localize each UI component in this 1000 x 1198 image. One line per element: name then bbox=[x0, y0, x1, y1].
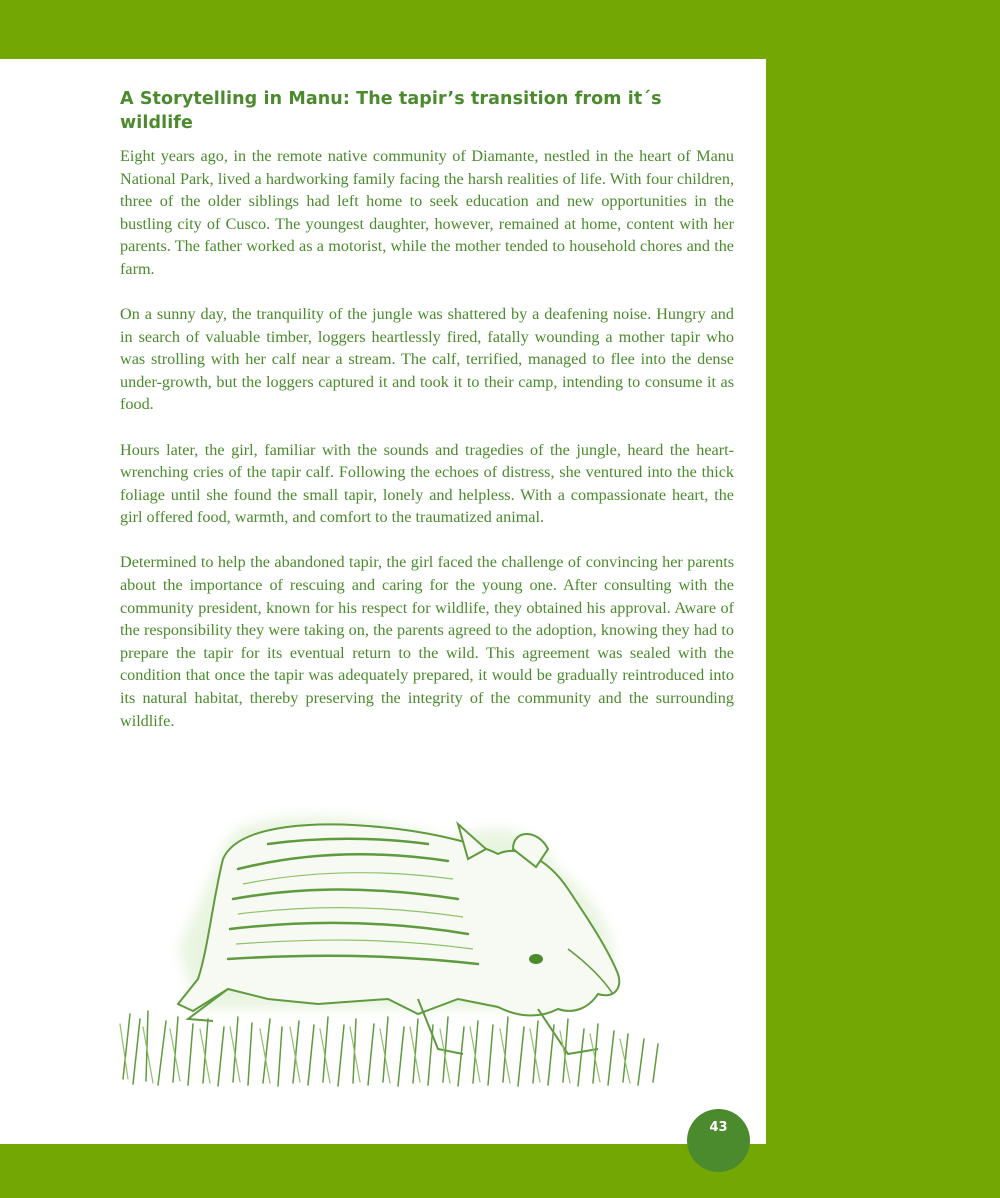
paragraph-2: On a sunny day, the tranquility of the jungle was shattered by a deafening noise. Hungry and in search of valuable timber, loggers heartlessly fired, fatally wounding a mother tapir who was strolling with her calf near a stream. The calf, terrified, managed to flee into the dense under-growth, but the loggers captured it and took it to their camp, intending to consume it as food. bbox=[120, 305, 734, 414]
page-number: 43 bbox=[709, 1120, 728, 1135]
paragraph-1: Eight years ago, in the remote native community of Diamante, nestled in the heart of Manu National Park, lived a hardworking family facing the harsh realities of life. With four children, three of the older siblings had left home to seek education and new opportunities in the bustling city of Cusco. The youngest daughter, however, remained at home, content with her parents. The father worked as a motorist, while the mother tended to household chores and the farm. bbox=[120, 147, 734, 278]
paragraph-4: Determined to help the abandoned tapir, the girl faced the challenge of convincing her parents about the importance of rescuing and caring for the young one. After consulting with the community president, known for his respect for wildlife, they obtained his approval. Aware of the responsibility they were taking on, the parents agreed to the adoption, knowing they had to prepare the tapir for its eventual return to the wild. This agreement was sealed with the condition that once the tapir was adequately prepared, it would be gradually reintroduced into its natural habitat, thereby preserving the integrity of the community and the surrounding wildlife. bbox=[120, 553, 734, 730]
book-page bbox=[0, 59, 766, 1144]
paragraph-3: Hours later, the girl, familiar with the sounds and tragedies of the jungle, heard the heart-wrenching cries of the tapir calf. Following the echoes of distress, she ventured into the thick foliage until she found the small tapir, lonely and helpless. With a compassionate heart, the girl offered food, warmth, and comfort to the traumatized animal. bbox=[120, 440, 734, 527]
page-number-badge bbox=[687, 1109, 750, 1172]
page-title: A Storytelling in Manu: The tapir’s transition from it´s wildlife bbox=[120, 89, 662, 133]
story-body bbox=[120, 145, 734, 755]
tapir-illustration bbox=[118, 749, 663, 1089]
bottom-green-band bbox=[0, 1144, 1000, 1198]
